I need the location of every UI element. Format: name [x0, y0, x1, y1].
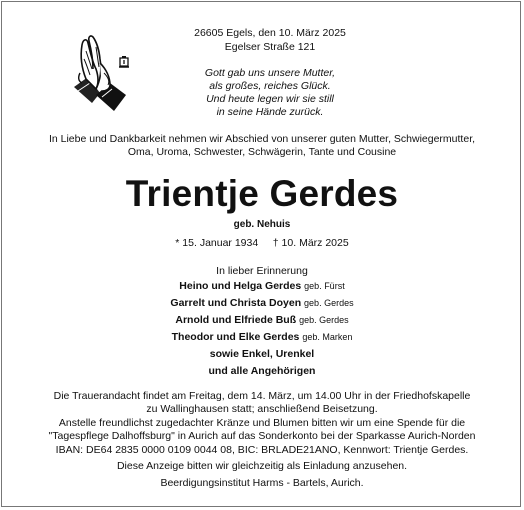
- footer-line: zu Wallinghausen statt; anschließend Beisetzung.: [146, 403, 378, 415]
- poem-line: Und heute legen wir sie still: [206, 93, 334, 105]
- death-date: † 10. März 2025: [272, 237, 349, 249]
- mourner-note: geb. Fürst: [304, 281, 345, 291]
- deceased-name: Trientje Gerdes: [125, 173, 399, 214]
- mourner-line: und alle Angehörigen: [208, 365, 316, 377]
- lantern-icon: [118, 55, 130, 74]
- intro-line: Oma, Uroma, Schwester, Schwägerin, Tante und Cousine: [127, 146, 397, 158]
- mourner-name: Arnold und Elfriede Buß: [175, 314, 297, 326]
- mourner-note: geb. Marken: [302, 332, 353, 342]
- footer-line: IBAN: DE64 2835 0000 0109 0044 08, BIC: BRLADE21ANO, Kennwort: Trientje Gerdes.: [55, 444, 469, 456]
- mourners-heading: In lieber Erinnerung: [216, 265, 308, 277]
- praying-hands-icon: [66, 33, 134, 118]
- mourner-name: Theodor und Elke Gerdes: [171, 331, 300, 343]
- mourner-name: Garrelt und Christa Doyen: [170, 297, 302, 309]
- mourner-note: geb. Gerdes: [299, 315, 349, 325]
- mourner-line: [0, 313, 524, 327]
- intro-line: In Liebe und Dankbarkeit nehmen wir Abschied von unserer guten Mutter, Schwiegermutter,: [48, 133, 476, 145]
- footer-line: "Tagespflege Dalhoffsburg" in Aurich auf das Sonderkonto bei der Sparkasse Aurich-Norden: [48, 430, 476, 442]
- footer-line: Diese Anzeige bitten wir gleichzeitig als Einladung anzusehen.: [116, 460, 408, 472]
- mourner-note: geb. Gerdes: [304, 298, 354, 308]
- mourner-line: [0, 330, 524, 344]
- mourner-line: [0, 279, 524, 293]
- poem-line: als großes, reiches Glück.: [209, 80, 331, 92]
- mourner-line: sowie Enkel, Urenkel: [209, 348, 315, 360]
- birth-date: * 15. Januar 1934: [175, 237, 259, 249]
- place-date: 26605 Egels, den 10. März 2025: [194, 27, 346, 39]
- mourner-line: [0, 296, 524, 310]
- poem-line: in seine Hände zurück.: [216, 106, 324, 118]
- mourner-name: Heino und Helga Gerdes: [179, 280, 302, 292]
- poem-line: Gott gab uns unsere Mutter,: [204, 67, 336, 79]
- address: Egelser Straße 121: [224, 41, 316, 53]
- maiden-name: geb. Nehuis: [233, 219, 291, 230]
- footer-line: Beerdigungsinstitut Harms - Bartels, Aurich.: [160, 477, 364, 489]
- footer-line: Die Trauerandacht findet am Freitag, dem 14. März, um 14.00 Uhr in der Friedhofskapelle: [53, 390, 471, 402]
- life-dates: [0, 236, 524, 250]
- footer-line: Anstelle freundlichst zugedachter Kränze und Blumen bitten wir um eine Spende für die: [58, 417, 466, 429]
